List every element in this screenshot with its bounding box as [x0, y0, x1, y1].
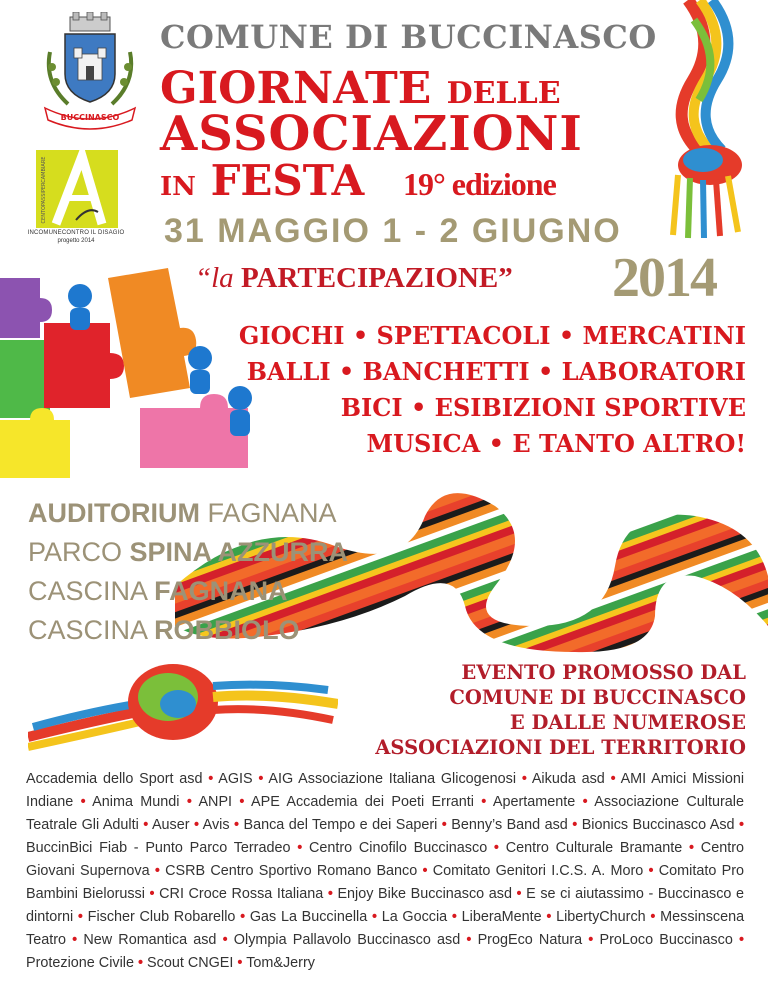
- bullet-separator: •: [80, 794, 86, 810]
- association-item: ANPI: [198, 794, 233, 810]
- association-item: Centro Cinofilo Buccinasco: [308, 840, 488, 856]
- bullet-separator: •: [451, 909, 457, 925]
- bullet-separator: •: [297, 840, 303, 856]
- rope-bottom-image: [28, 642, 338, 757]
- venue-bold: ROBBIOLO: [154, 615, 300, 645]
- venue-auditorium-fagnana: [28, 494, 348, 533]
- bullet-separator: •: [689, 840, 695, 856]
- association-item: Comitato Genitori I.C.S. A. Moro: [432, 863, 644, 879]
- bullet-separator: •: [208, 771, 214, 787]
- bullet-separator: •: [239, 794, 245, 810]
- association-item: Protezione Civile: [26, 955, 134, 971]
- association-item: Accademia dello Sport asd: [26, 771, 203, 787]
- association-item: Auser: [151, 817, 190, 833]
- event-dates: 31 MAGGIO 1 - 2 GIUGNO: [164, 212, 622, 250]
- title-word-festa: FESTA: [210, 156, 365, 205]
- bullet-separator: •: [327, 886, 333, 902]
- crest-label: BUCCINASCO: [60, 113, 120, 122]
- bullet-separator: •: [422, 863, 428, 879]
- bullet-separator: •: [588, 932, 594, 948]
- association-item: Banca del Tempo e dei Saperi: [243, 817, 438, 833]
- title-line-2: ASSOCIAZIONI: [160, 106, 583, 162]
- association-item: La Goccia: [381, 909, 448, 925]
- association-item: Scout CNGEI: [147, 955, 234, 971]
- logo-caption-year: progetto 2014: [57, 238, 95, 244]
- venues-list: [28, 494, 348, 650]
- bullet-separator: •: [154, 863, 160, 879]
- association-item: CSRB Centro Sportivo Romano Banco: [165, 863, 418, 879]
- event-year: 2014: [612, 247, 716, 309]
- activities-line: BICI • ESIBIZIONI SPORTIVE: [340, 393, 746, 422]
- association-item: Comitato Pro Bambini Bielorussi: [26, 863, 744, 902]
- association-item: Fischer Club Robarello: [87, 909, 236, 925]
- municipality-name: COMUNE DI BUCCINASCO: [160, 18, 657, 56]
- bullet-separator: •: [258, 771, 264, 787]
- incomune-logo: [36, 150, 118, 228]
- venue-bold: AUDITORIUM: [28, 498, 200, 528]
- bullet-separator: •: [738, 932, 745, 948]
- association-item: Olympia Pallavolo Buccinasco asd: [233, 932, 461, 948]
- association-item: Aikuda asd: [531, 771, 605, 787]
- title-word-delle: DELLE: [446, 76, 561, 111]
- activities-list: [218, 318, 746, 462]
- venue-bold: SPINA AZZURRA: [129, 537, 349, 567]
- title-line-3: [160, 158, 364, 210]
- bullet-separator: •: [143, 817, 149, 833]
- association-item: Gas La Buccinella: [249, 909, 368, 925]
- logo-vertical-text: CENTOPASSIPERCAMBIARE: [41, 156, 47, 224]
- association-item: Centro Culturale Bramante: [505, 840, 683, 856]
- bullet-separator: •: [582, 794, 588, 810]
- venue-normal: CASCINA: [28, 576, 147, 606]
- bullet-separator: •: [481, 794, 487, 810]
- motto-main: PARTECIPAZIONE”: [240, 262, 513, 294]
- bullet-separator: •: [77, 909, 83, 925]
- bullet-separator: •: [193, 817, 199, 833]
- association-item: Centro Giovani Supernova: [26, 840, 744, 879]
- bullet-separator: •: [466, 932, 472, 948]
- association-item: BuccinBici Fiab - Punto Parco Terradeo: [26, 840, 291, 856]
- association-item: E se ci aiutassimo - Buccinasco e dintorni: [26, 886, 744, 925]
- activities-line: GIOCHI • SPETTACOLI • MERCATINI: [238, 321, 746, 350]
- association-item: Tom&Jerry: [246, 955, 315, 971]
- bullet-separator: •: [186, 794, 192, 810]
- bullet-separator: •: [521, 771, 527, 787]
- bullet-separator: •: [493, 840, 499, 856]
- venue-parco-spina-azzurra: [28, 533, 348, 572]
- logo-caption: INCOMUNECONTRO IL DISAGIO: [27, 230, 125, 236]
- edition-label: 19° edizione: [403, 166, 556, 202]
- bullet-separator: •: [572, 817, 578, 833]
- association-item: New Romantica asd: [83, 932, 217, 948]
- association-item: ProgEco Natura: [477, 932, 583, 948]
- promo-line: EVENTO PROMOSSO DAL: [461, 661, 746, 684]
- rope-knot-image: [648, 0, 758, 240]
- bullet-separator: •: [72, 932, 78, 948]
- bullet-separator: •: [240, 909, 246, 925]
- promo-line: E DALLE NUMEROSE: [509, 711, 746, 734]
- association-item: Apertamente: [492, 794, 576, 810]
- association-item: LibertyChurch: [556, 909, 646, 925]
- bullet-separator: •: [546, 909, 552, 925]
- association-item: APE Accademia dei Poeti Erranti: [251, 794, 474, 810]
- bullet-separator: •: [738, 817, 744, 833]
- association-item: Enjoy Bike Buccinasco asd: [337, 886, 512, 902]
- association-item: Anima Mundi: [92, 794, 180, 810]
- title-word-in: IN: [160, 172, 196, 202]
- activities-line: BALLI • BANCHETTI • LABORATORI: [246, 357, 746, 386]
- bullet-separator: •: [149, 886, 155, 902]
- association-item: Benny’s Band asd: [451, 817, 568, 833]
- bullet-separator: •: [516, 886, 522, 902]
- buccinasco-crest-logo: [40, 12, 140, 130]
- venue-normal: CASCINA: [28, 615, 147, 645]
- activities-line: MUSICA • E TANTO ALTRO!: [366, 429, 746, 458]
- association-item: Bionics Buccinasco Asd: [581, 817, 735, 833]
- promo-line: ASSOCIAZIONI DEL TERRITORIO: [375, 736, 746, 759]
- title-word-giornate: GIORNATE: [160, 63, 432, 114]
- bullet-separator: •: [441, 817, 447, 833]
- association-item: Avis: [202, 817, 230, 833]
- association-item: AMI Amici Missioni Indiane: [26, 771, 745, 810]
- association-item: ProLoco Buccinasco: [599, 932, 733, 948]
- bullet-separator: •: [237, 955, 243, 971]
- association-item: AGIS: [218, 771, 253, 787]
- association-item: Messinscena Teatro: [26, 909, 745, 948]
- bullet-separator: •: [371, 909, 377, 925]
- bullet-separator: •: [234, 817, 240, 833]
- promo-line: COMUNE DI BUCCINASCO: [449, 686, 746, 709]
- bullet-separator: •: [610, 771, 616, 787]
- venue-bold: FAGNANA: [154, 576, 288, 606]
- bullet-separator: •: [648, 863, 654, 879]
- bullet-separator: •: [650, 909, 656, 925]
- promotion-text: [300, 660, 746, 760]
- venue-normal: PARCO: [28, 537, 123, 567]
- associations-list: [26, 768, 744, 975]
- venue-cascina-fagnana: [28, 572, 348, 611]
- association-item: Associazione Culturale Teatrale Gli Adulti: [26, 794, 744, 833]
- bullet-separator: •: [137, 955, 144, 971]
- association-item: AIG Associazione Italiana Glicogenosi: [268, 771, 517, 787]
- association-item: CRI Croce Rossa Italiana: [159, 886, 324, 902]
- bullet-separator: •: [222, 932, 228, 948]
- association-item: LiberaMente: [461, 909, 542, 925]
- venue-normal: FAGNANA: [207, 498, 337, 528]
- motto-prefix: “la: [195, 262, 234, 294]
